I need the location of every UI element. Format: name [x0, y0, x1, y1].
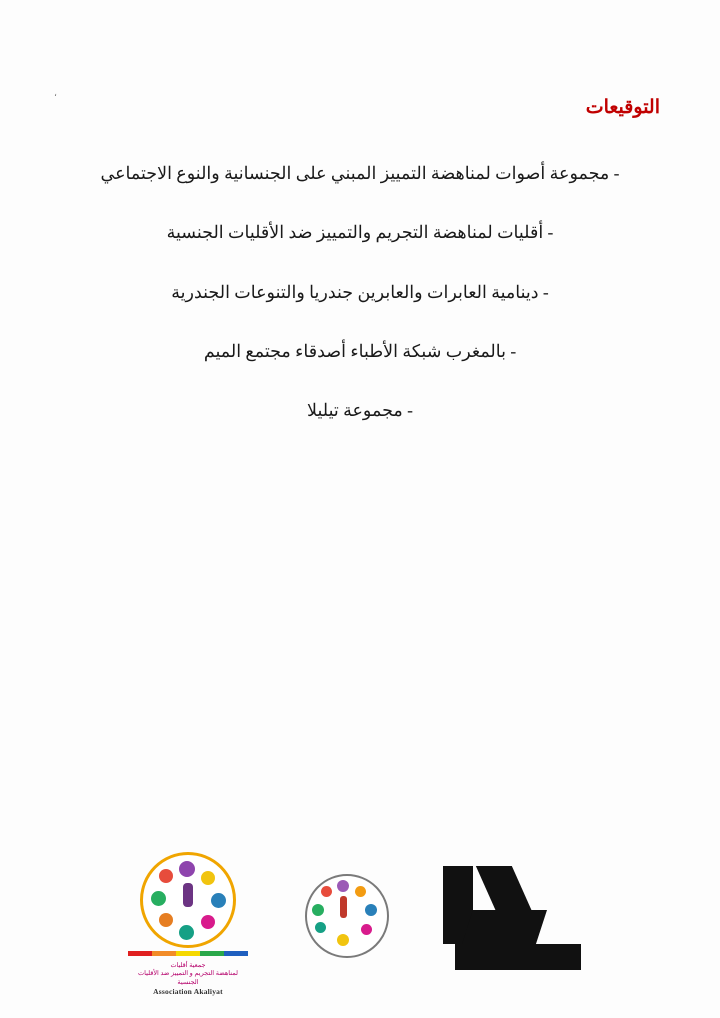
- list-item: - مجموعة تيليلا: [307, 400, 413, 420]
- document-body: [0, 0, 720, 427]
- rainbow-circle-logo: [305, 874, 389, 958]
- list-item: - مجموعة أصوات لمناهضة التمييز المبني على الجنسانية والنوع الاجتماعي: [100, 163, 620, 183]
- list-item: - أقليات لمناهضة التجريم والتمييز ضد الأقليات الجنسية: [166, 222, 554, 243]
- akaliyat-caption-ar2: لمناهضة التجريم و التمييز ضد الأقليات الجنسية: [138, 970, 238, 986]
- akaliyat-logo: [118, 852, 258, 996]
- akaliyat-emblem-icon: [140, 852, 236, 948]
- logos-strip: [0, 850, 720, 1010]
- rainbow-bar-icon: [128, 951, 248, 956]
- akaliyat-caption-ar: جمعية أقليات: [170, 962, 206, 970]
- list-item: - دينامية العابرات والعابرين جندريا والتنوعات الجندرية: [171, 281, 549, 302]
- akaliyat-caption-en: Association Akaliyat: [153, 986, 223, 996]
- list-item: - بالمغرب شبكة الأطباء أصدقاء مجتمع الميم: [203, 340, 517, 361]
- page-title: التوقيعات: [585, 97, 660, 118]
- akaliyat-caption: [128, 962, 248, 996]
- top-margin-mark: ،: [54, 88, 57, 98]
- black-k-logo: [443, 866, 583, 978]
- signatories-list: [42, 157, 678, 427]
